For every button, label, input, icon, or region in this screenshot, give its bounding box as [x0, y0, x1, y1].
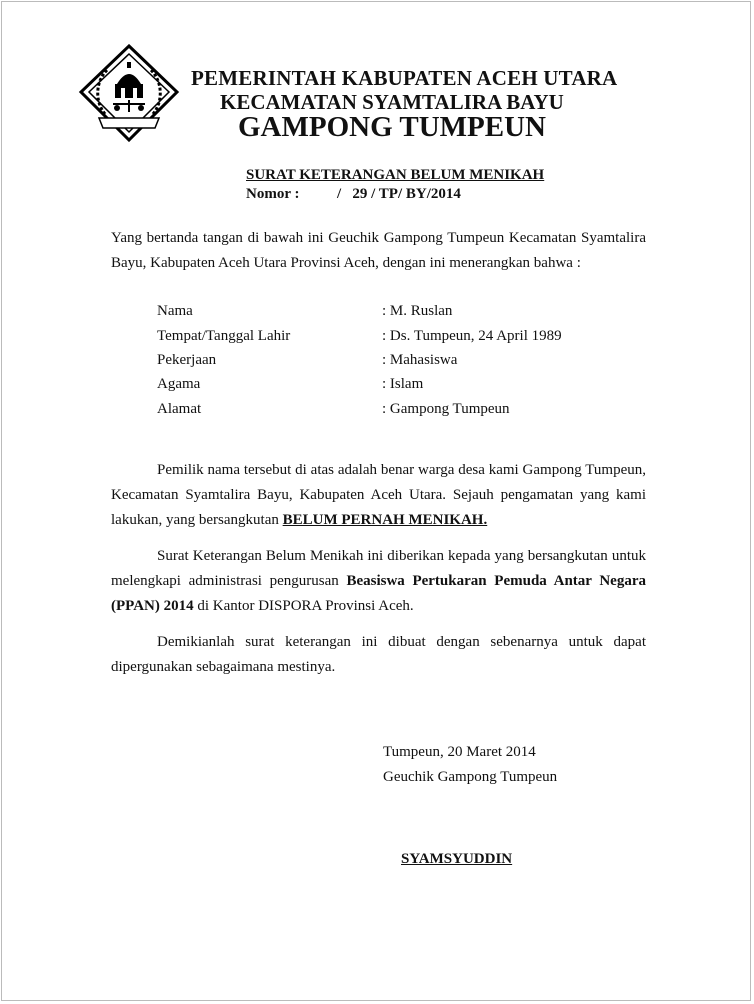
statement-emphasis: BELUM PERNAH MENIKAH.: [282, 512, 488, 528]
signature-position: Geuchik Gampong Tumpeun: [383, 769, 558, 785]
statement-text: Pemilik nama tersebut di atas adalah benar warga desa kami Gampong Tumpeun, Kecamatan Syamtalira Bayu, Kabupaten Aceh Utara. Sejauh pengamatan yang kami lakukan, yang bersangkutan: [111, 462, 646, 528]
field-value: : Islam: [382, 376, 424, 392]
field-row-birth: [157, 328, 562, 345]
document-page: [1, 1, 751, 1001]
statement-paragraph: [111, 458, 646, 533]
letter-number: Nomor : / 29 / TP/ BY/2014: [246, 186, 461, 202]
closing-paragraph: Demikianlah surat keterangan ini dibuat dengan sebenarnya untuk dapat dipergunakan sebagaimana mestinya.: [111, 634, 646, 675]
purpose-tail: di Kantor DISPORA Provinsi Aceh.: [193, 598, 414, 614]
letterhead-line-2: KECAMATAN SYAMTALIRA BAYU: [220, 90, 564, 114]
purpose-emphasis: Beasiswa Pertukaran Pemuda Antar Negara (PPAN) 2014: [111, 573, 646, 614]
purpose-paragraph: [111, 544, 646, 619]
field-value: : Gampong Tumpeun: [382, 401, 510, 417]
field-row-name: [157, 303, 453, 320]
field-value: : M. Ruslan: [382, 303, 453, 319]
letter-title: SURAT KETERANGAN BELUM MENIKAH: [246, 167, 545, 183]
field-value: : Mahasiswa: [382, 352, 458, 368]
purpose-text: Surat Keterangan Belum Menikah ini diberikan kepada yang bersangkutan untuk melengkapi administrasi pengurusan: [111, 548, 646, 589]
field-value: : Ds. Tumpeun, 24 April 1989: [382, 328, 562, 344]
signature-place-date: Tumpeun, 20 Maret 2014: [383, 744, 536, 760]
letterhead-line-3: GAMPONG TUMPEUN: [238, 111, 546, 143]
field-label: Nama: [157, 303, 193, 319]
aceh-utara-emblem-icon: [77, 44, 181, 144]
field-label: Alamat: [157, 401, 202, 417]
field-label: Tempat/Tanggal Lahir: [157, 328, 291, 344]
field-row-religion: [157, 376, 424, 393]
field-row-occupation: [157, 352, 458, 369]
intro-paragraph: Yang bertanda tangan di bawah ini Geuchik Gampong Tumpeun Kecamatan Syamtalira Bayu, Kabupaten Aceh Utara Provinsi Aceh, dengan ini menerangkan bahwa :: [111, 230, 646, 271]
letterhead-line-1: PEMERINTAH KABUPATEN ACEH UTARA: [191, 66, 618, 90]
field-label: Pekerjaan: [157, 352, 217, 368]
signatory-name: SYAMSYUDDIN: [401, 851, 513, 867]
field-label: Agama: [157, 376, 201, 392]
field-row-address: [157, 401, 510, 418]
